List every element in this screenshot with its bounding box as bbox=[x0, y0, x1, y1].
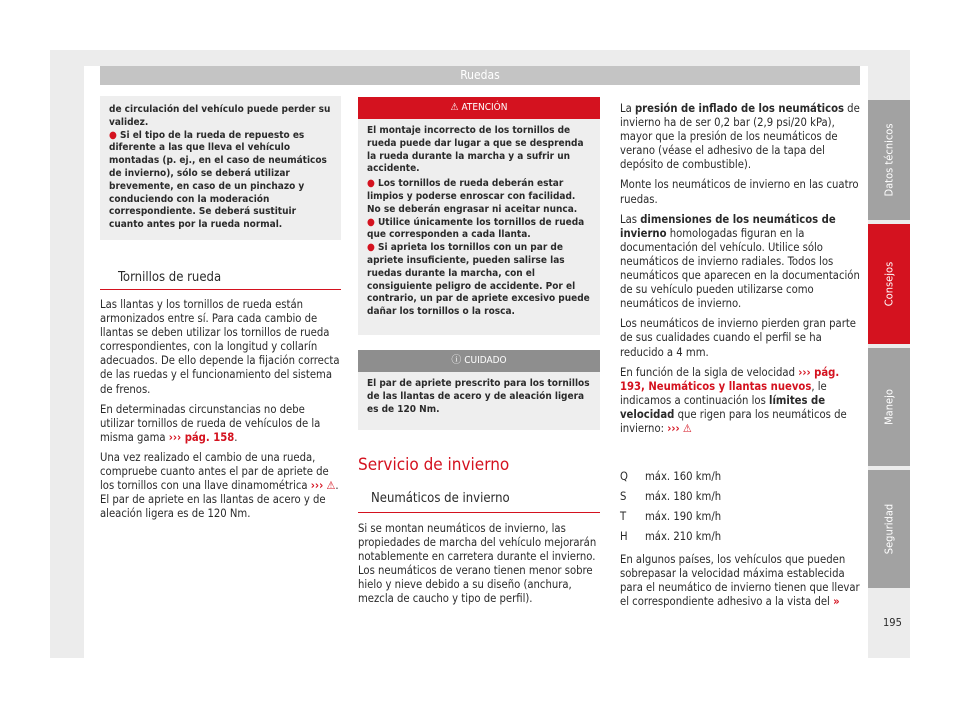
warning-intro: El montaje incorrecto de los tornillos de rueda puede dar lugar a que se desprenda la rueda durante la marcha y a sufrir un accidente. bbox=[367, 125, 584, 175]
header-title: Ruedas bbox=[460, 68, 500, 82]
continued-note-box bbox=[100, 96, 341, 240]
section-title-neumaticos: Neumáticos de invierno bbox=[371, 491, 510, 506]
note-line: de circulación del vehículo puede perder su validez. bbox=[109, 104, 331, 128]
warning-icon: ⚠ bbox=[450, 102, 459, 113]
col3-body-end bbox=[620, 553, 860, 615]
col1-body bbox=[100, 298, 341, 527]
warning-bullet: ● Utilice únicamente los tornillos de rueda que corresponden a cada llanta. bbox=[367, 216, 585, 241]
paragraph: Una vez realizado el cambio de una rueda, compruebe cuanto antes el par de apriete de los tornillos con una llave dinamométrica ››› ⚠. El par de apriete en las llantas de acero y de aleación ligera es de 120 Nm. bbox=[100, 450, 339, 521]
warning-bullet: ● Los tornillos de rueda deberán estar limpios y poderse enroscar con facilidad. No se deberán engrasar ni aceitar nunca. bbox=[367, 178, 578, 215]
warning-bullet: ● Si aprieta los tornillos con un par de apriete insuficiente, pueden salirse las ruedas durante la marcha, con el consiguiente peligro de accidente. Por el contrario, un par de apriete excesivo puede dañar los tornillos o la rosca. bbox=[367, 242, 590, 318]
warning-triangle-icon: ⚠ bbox=[682, 421, 692, 435]
caution-box bbox=[358, 350, 600, 430]
col2-body bbox=[358, 522, 600, 613]
tab-manejo[interactable]: Manejo bbox=[868, 348, 910, 466]
paragraph: Las dimensiones de los neumáticos de invierno homologadas figuran en la documentación del vehículo. Utilice sólo neumáticos de invierno radiales. Todos los neumáticos que aparecen en la documentación de su vehículo pueden utilizarse como neumáticos de invierno. bbox=[620, 212, 860, 311]
warning-box bbox=[358, 97, 600, 335]
page-number: 195 bbox=[883, 616, 902, 629]
paragraph: En algunos países, los vehículos que pueden sobrepasar la velocidad máxima establecida para el neumático de invierno tienen que llevar el correspondiente adhesivo a la vista del » bbox=[620, 553, 860, 609]
paragraph: Si se montan neumáticos de invierno, las propiedades de marcha del vehículo mejorarán notablemente en carretera durante el invierno. Los neumáticos de verano tienen menor sobre hielo y nieve debido a su diseño (anchura, mezcla de caucho y tipo de perfil). bbox=[358, 522, 597, 606]
page-ref-link[interactable]: ››› pág. 158 bbox=[168, 430, 235, 444]
warning-triangle-icon: ⚠ bbox=[326, 479, 336, 493]
continue-arrow-icon: » bbox=[833, 595, 840, 609]
caution-text: El par de apriete prescrito para los tornillos de las llantas de acero y de aleación ligera es de 120 Nm. bbox=[367, 378, 590, 415]
section-divider bbox=[100, 289, 341, 290]
paragraph: Los neumáticos de invierno pierden gran parte de sus cualidades cuando el perfil se ha reducido a 4 mm. bbox=[620, 317, 856, 359]
paragraph: La presión de inflado de los neumáticos de invierno ha de ser 0,2 bar (2,9 psi/20 kPa), mayor que la presión de los neumáticos de verano (véase el adhesivo de la tapa del depósito de combustible). bbox=[620, 102, 860, 172]
note-bullet: ● Si el tipo de la rueda de repuesto es diferente a las que lleva el vehículo montadas (p. ej., en el caso de neumáticos de invierno), sólo se deberá utilizar brevemente, en caso de un pinchazo y conduciendo con la moderación correspondiente. Se deberá sustituir cuanto antes por la rueda normal. bbox=[109, 129, 327, 231]
chapter-title: Servicio de invierno bbox=[358, 455, 510, 475]
paragraph: En función de la sigla de velocidad ››› pág. 193, Neumáticos y llantas nuevos, le indicamos a continuación los límites de velocidad que rigen para los neumáticos de invierno: ››› ⚠ bbox=[620, 365, 847, 435]
page-ref-link[interactable]: ››› pág. 193, Neumáticos y llantas nuevos bbox=[620, 365, 840, 393]
col3-body bbox=[620, 102, 860, 442]
paragraph: Las llantas y los tornillos de rueda están armonizados entre sí. Para cada cambio de llantas se deben utilizar los tornillos de rueda correspondientes, con la longitud y collarín adecuados. De ello depende la fijación correcta de las ruedas y el funcionamiento del sistema de frenos. bbox=[100, 298, 340, 396]
warning-header: ⚠ ATENCIÓN bbox=[358, 97, 600, 119]
tab-consejos[interactable]: Consejos bbox=[868, 224, 910, 344]
page-header bbox=[100, 66, 860, 85]
section-divider bbox=[358, 512, 600, 513]
paragraph: En determinadas circunstancias no debe utilizar tornillos de rueda de vehículos de la misma gama ››› pág. 158. bbox=[100, 402, 321, 444]
tab-datos-tecnicos[interactable]: Datos técnicos bbox=[868, 100, 910, 220]
caution-header: ⓘ CUIDADO bbox=[358, 350, 600, 372]
section-title-tornillos: Tornillos de rueda bbox=[118, 270, 222, 285]
paragraph: Monte los neumáticos de invierno en las cuatro ruedas. bbox=[620, 178, 859, 206]
tab-seguridad[interactable]: Seguridad bbox=[868, 470, 910, 588]
info-icon: ⓘ bbox=[451, 355, 462, 366]
